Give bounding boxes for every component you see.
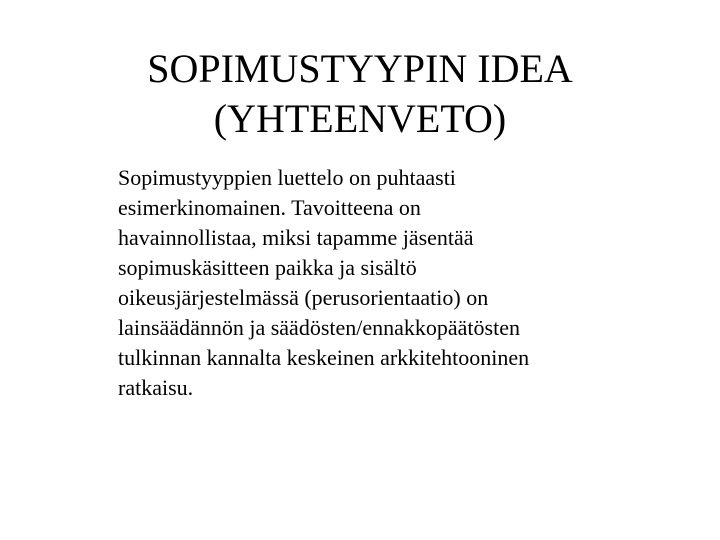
slide-body-text xyxy=(118,163,678,403)
slide-title-line: (YHTEENVETO) xyxy=(213,96,507,141)
slide-title-line: SOPIMUSTYYPIN IDEA xyxy=(147,46,573,91)
body-text-line: havainnollistaa, miksi tapamme jäsentää xyxy=(118,225,474,250)
body-text-line: oikeusjärjestelmässä (perusorientaatio) on xyxy=(118,285,489,310)
body-text-line: esimerkinomainen. Tavoitteena on xyxy=(118,195,421,220)
body-text-line: sopimuskäsitteen paikka ja sisältö xyxy=(118,255,417,280)
slide-title xyxy=(60,44,660,144)
body-text-line: tulkinnan kannalta keskeinen arkkitehtooninen xyxy=(118,345,530,370)
body-text-line: ratkaisu. xyxy=(118,375,194,400)
body-text-line: Sopimustyyppien luettelo on puhtaasti xyxy=(118,165,456,190)
body-text-line: lainsäädännön ja säädösten/ennakkopäätösten xyxy=(118,315,520,340)
